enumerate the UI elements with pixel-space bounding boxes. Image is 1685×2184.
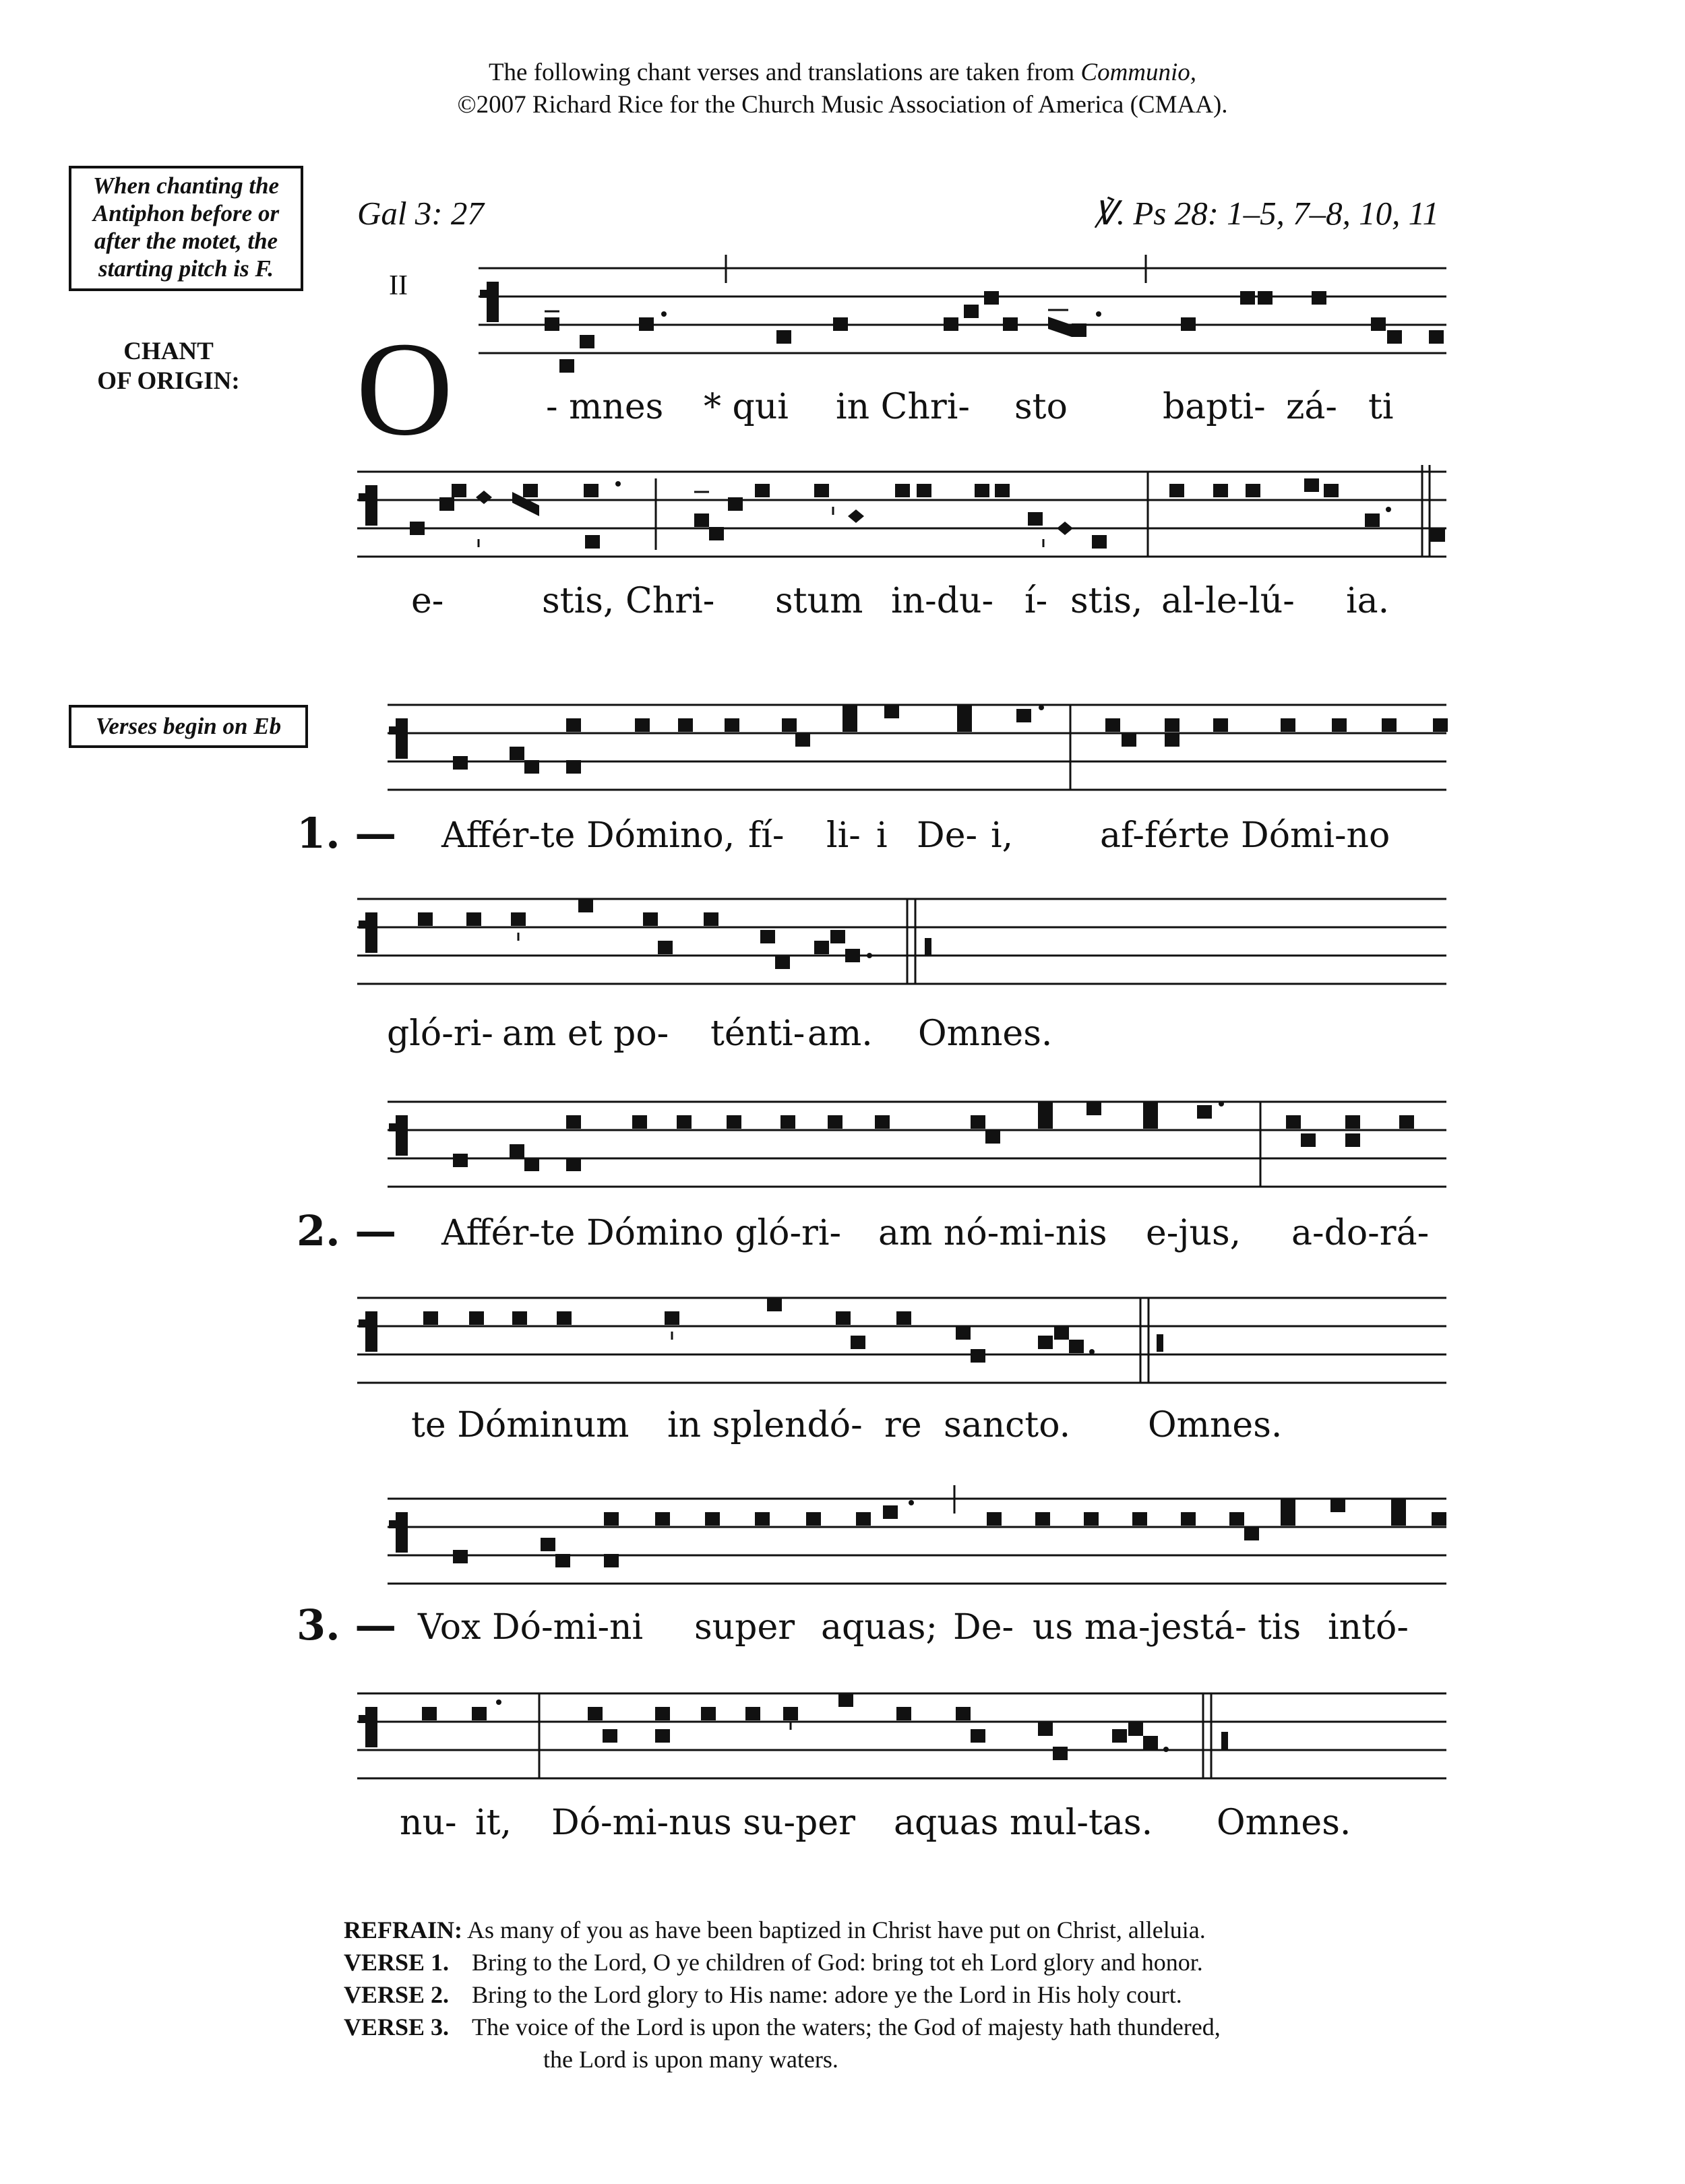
translation-verse-2: VERSE 2. Bring to the Lord glory to His name: adore ye the Lord in His holy court.: [344, 1981, 1182, 2008]
verse-1-line1: Affér-te Dómino,: [441, 815, 735, 856]
verse-1-line1: fí-: [748, 815, 785, 856]
verse-2-line2: re: [884, 1405, 922, 1445]
verses-pitch-note: Verses begin on Eb: [69, 705, 308, 748]
antiphon-line2-syllable: stis,: [1070, 581, 1143, 621]
verse-3-line1: Vox Dó-mi-ni: [418, 1607, 644, 1648]
verse-1-line2: am et po-: [502, 1013, 669, 1054]
chant-of-origin-label: CHANT OF ORIGIN:: [97, 338, 240, 395]
verse-2-number: 2. —: [297, 1206, 397, 1255]
verse-2-line1: a-do-rá-: [1291, 1213, 1430, 1253]
antiphon-line2-syllable: e-: [411, 581, 444, 621]
staff-5: [388, 1102, 1446, 1187]
verse-3-line1: us ma-jestá-: [1033, 1607, 1247, 1648]
staff-1: [479, 268, 1446, 353]
verse-2-line2: in splendó-: [667, 1405, 863, 1445]
antiphon-line2-syllable: in-du-: [891, 581, 994, 621]
verse-2-line2: Omnes.: [1148, 1405, 1283, 1445]
initial-letter: O: [356, 315, 454, 464]
antiphon-line2-syllable: í-: [1024, 581, 1048, 621]
verse-1-line2: ténti-: [710, 1013, 805, 1054]
verse-2-line2: te Dóminum: [411, 1405, 630, 1445]
antiphon-line1-syllable: zá-: [1286, 387, 1337, 427]
antiphon-line1-syllable: * qui: [704, 387, 789, 427]
psalm-reference: ℣. Ps 28: 1–5, 7–8, 10, 11: [1094, 195, 1439, 232]
antiphon-line1-syllable: sto: [1014, 387, 1068, 427]
antiphon-line1-syllable: in Chri-: [836, 387, 970, 427]
verse-2-line1: Affér-te Dómino gló-ri-: [441, 1213, 842, 1253]
credit-line-2: ©2007 Richard Rice for the Church Music Association of America (CMAA).: [457, 91, 1228, 119]
antiphon-line1-syllable: bapti-: [1163, 387, 1266, 427]
verse-3-line2: nu-: [400, 1803, 457, 1843]
translation-refrain: REFRAIN: As many of you as have been baptized in Christ have put on Christ, alleluia.: [344, 1916, 1206, 1943]
translations: [344, 1914, 1557, 2076]
antiphon-line2-syllable: stis, Chri-: [542, 581, 715, 621]
antiphon-line2-syllable: stum: [775, 581, 863, 621]
verse-3-number: 3. —: [297, 1600, 397, 1650]
verse-3-line2: aquas mul-tas.: [894, 1803, 1153, 1843]
staff-3: [388, 705, 1446, 790]
credit-source-title: Communio,: [1080, 59, 1197, 86]
staff-8: [357, 1693, 1446, 1778]
verse-1-number: 1. —: [297, 809, 397, 858]
antiphon-line2-syllable: ia.: [1346, 581, 1390, 621]
verse-1-line2: Omnes.: [918, 1013, 1053, 1054]
staff-4: [357, 899, 1446, 984]
verse-2-line1: am nó-mi-nis: [878, 1213, 1107, 1253]
verse-1-line2: am.: [807, 1013, 873, 1054]
staff-6: [357, 1298, 1446, 1383]
verse-3-line2: it,: [475, 1803, 512, 1843]
verse-1-line1: li-: [826, 815, 861, 856]
translation-verse-1: VERSE 1. Bring to the Lord, O ye children of God: bring tot eh Lord glory and honor.: [344, 1949, 1203, 1976]
credit-line-1: The following chant verses and translations are taken from Communio,: [488, 59, 1197, 86]
mode-number: II: [389, 270, 408, 301]
antiphon-line2-syllable: al-le-lú-: [1161, 581, 1295, 621]
verse-3-line1: aquas;: [821, 1607, 938, 1648]
translation-verse-3-continuation: the Lord is upon many waters.: [543, 2046, 838, 2073]
antiphon-line1-syllable: - mnes: [546, 387, 664, 427]
starting-pitch-note: When chanting the Antiphon before or after the motet, the starting pitch is F.: [69, 166, 303, 291]
verse-1-line2: gló-ri-: [387, 1013, 493, 1054]
verse-3-line1: De-: [953, 1607, 1014, 1648]
verse-3-line2: Dó-mi-nus su-per: [551, 1803, 855, 1843]
verse-3-line1: super: [694, 1607, 795, 1648]
antiphon-source: Gal 3: 27: [357, 195, 484, 232]
verse-3-line1: tis: [1258, 1607, 1301, 1648]
antiphon-line1-syllable: ti: [1368, 387, 1394, 427]
verse-1-line1: De-: [917, 815, 978, 856]
verse-3-line2: Omnes.: [1217, 1803, 1351, 1843]
verse-2-line2: sancto.: [944, 1405, 1071, 1445]
verse-1-line1: i,: [991, 815, 1014, 856]
translation-verse-3: VERSE 3. The voice of the Lord is upon the waters; the God of majesty hath thundered,: [344, 2014, 1221, 2040]
verse-2-line1: e-jus,: [1146, 1213, 1242, 1253]
verse-1-line1: i: [876, 815, 888, 856]
verse-1-line1: af-férte Dómi-no: [1100, 815, 1390, 856]
verse-3-line1: intó-: [1328, 1607, 1409, 1648]
